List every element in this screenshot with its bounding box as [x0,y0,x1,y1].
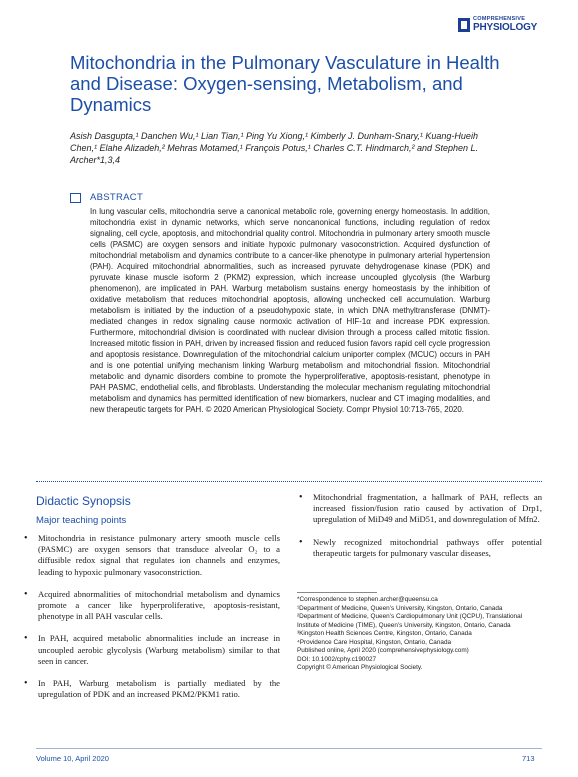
journal-logo [458,16,538,38]
logo-line1: COMPREHENSIVE [473,16,526,22]
abstract-icon [70,193,81,203]
list-item: • Mitochondria in resistance pulmonary artery smooth muscle cells (PASMC) are oxygen sensors that transduce alveolar O₂ to a diffusible redox signal that regulates ion channels and enzymes, leading to hypoxic pulmonary vasoconstriction. [22,533,280,578]
list-item: • Mitochondrial fragmentation, a hallmark of PAH, reflects an increased fission/fusion ratio caused by activation of Drp1, upregulation of MiD49 and MiD51, and downregulation of Mfn2. [297,492,542,526]
list-item: • In PAH, Warburg metabolism is partially mediated by the upregulation of PDK and an increased PKM2/PKM1 ratio. [22,678,280,700]
section-divider [36,481,542,482]
logo-line2: PHYSIOLOGY [473,22,538,33]
synopsis-subheading: Major teaching points [36,515,127,526]
logo-mark-icon [458,18,470,32]
footnote-affiliation: ²Department of Medicine, Queen’s Cardiopulmonary Unit (QCPU), Translational Institute of Medicine (TIME), Queen’s University, Kingston, Ontario, Canada [297,613,523,629]
footnote-rule [297,592,377,593]
author-list: Asish Dasgupta,¹ Danchen Wu,¹ Lian Tian,¹ Ping Yu Xiong,¹ Kimberly J. Dunham-Snary,¹ Kuang-Hueih Chen,¹ Elahe Alizadeh,² Mehras Motamed,¹ François Potus,¹ Charles C.T. Hindmarch,² and Stephen L. Archer*1,3,4 [70,131,479,165]
list-item: • Acquired abnormalities of mitochondrial metabolism and dynamics promote a cancer like hyperproliferative, apoptosis-resistant, phenotype in all PAH vascular cells. [22,589,280,623]
synopsis-heading: Didactic Synopsis [36,494,131,508]
footnote-affiliation: ⁴Providence Care Hospital, Kingston, Ontario, Canada [297,638,452,646]
footnote-affiliation: ¹Department of Medicine, Queen’s University, Kingston, Ontario, Canada [297,604,503,612]
footnote-correspondence[interactable]: *Correspondence to stephen.archer@queensu.ca [297,596,438,603]
footnote-doi[interactable]: DOI: 10.1002/cphy.c190027 [297,655,377,663]
footer-rule [36,748,542,749]
list-item: • In PAH, acquired metabolic abnormalities include an increase in uncoupled aerobic glycolysis (Warburg metabolism) similar to that seen in cancer. [22,633,280,667]
footnote-affiliation: ³Kingston Health Sciences Centre, Kingston, Ontario, Canada [297,630,472,637]
page-number: 713 [522,754,535,763]
article-title: Mitochondria in the Pulmonary Vasculature in Health and Disease: Oxygen-sensing, Metabolism, and Dynamics [70,52,500,115]
left-bullet-list [22,533,280,711]
right-bullet-list [297,492,542,570]
list-item: • Newly recognized mitochondrial pathways offer potential therapeutic targets for pulmonary vascular diseases, [297,537,542,559]
abstract-text: In lung vascular cells, mitochondria serve a canonical metabolic role, governing energy homeostasis. In addition, mitochondria exist in dynamic networks, which serve noncanonical functions, including regulation of redox signaling, cell cycle, apoptosis, and mitochondrial quality control. Mitochondria in pulmonary artery smooth muscle cells (PASMC) are oxygen sensors and initiate hypoxic pulmonary vasoconstriction. Acquired dysfunction of mitochondrial metabolism and dynamics contribute to a cancer-like phenotype in pulmonary arterial hypertension (PAH). Acquired mitochondrial abnormalities, such as increased pyruvate dehydrogenase kinase (PDK) and pyruvate kinase muscle isoform 2 (PKM2) expression, which increase uncoupled glycolysis (the Warburg phenomenon), are implicated in PAH. Warburg metabolism sustains energy homeostasis by the inhibition of oxidative metabolism that reduces mitochondrial apoptosis, allowing unchecked cell accumulation. Warburg metabolism is initiated by the induction of a pseudohypoxic state, in which DNA methyltransferase (DNMT)-mediated changes in redox signaling cause normoxic activation of HIF-1α and increase PDK expression. Furthermore, mitochondrial division is coordinated with nuclear division through a process called mitotic fission. Increased mitotic fission in PAH, driven by increased fission and reduced fusion favors rapid cell cycle progression and apoptosis resistance. Downregulation of the mitochondrial calcium uniporter complex (MCUC) occurs in PAH and is one potential unifying mechanism linking Warburg metabolism and mitochondrial fission. Mitochondrial metabolic and dynamic disorders combine to promote the hyperproliferative, apoptosis-resistant, phenotype in PAH PASMC, endothelial cells, and fibroblasts. Understanding the molecular mechanism regulating mitochondrial metabolism and dynamics has permitted identification of new biomarkers, nuclear and CT imaging modalities, and new therapeutic targets for PAH. © 2020 American Physiological Society. Compr Physiol 10:713-765, 2020. [90,207,490,414]
footer-volume: Volume 10, April 2020 [36,754,109,763]
footnotes [297,592,542,673]
abstract-heading: ABSTRACT [90,192,144,203]
footnote-published[interactable]: Published online, April 2020 (comprehensivephysiology.com) [297,647,469,654]
footnote-copyright: Copyright © American Physiological Society. [297,664,423,671]
